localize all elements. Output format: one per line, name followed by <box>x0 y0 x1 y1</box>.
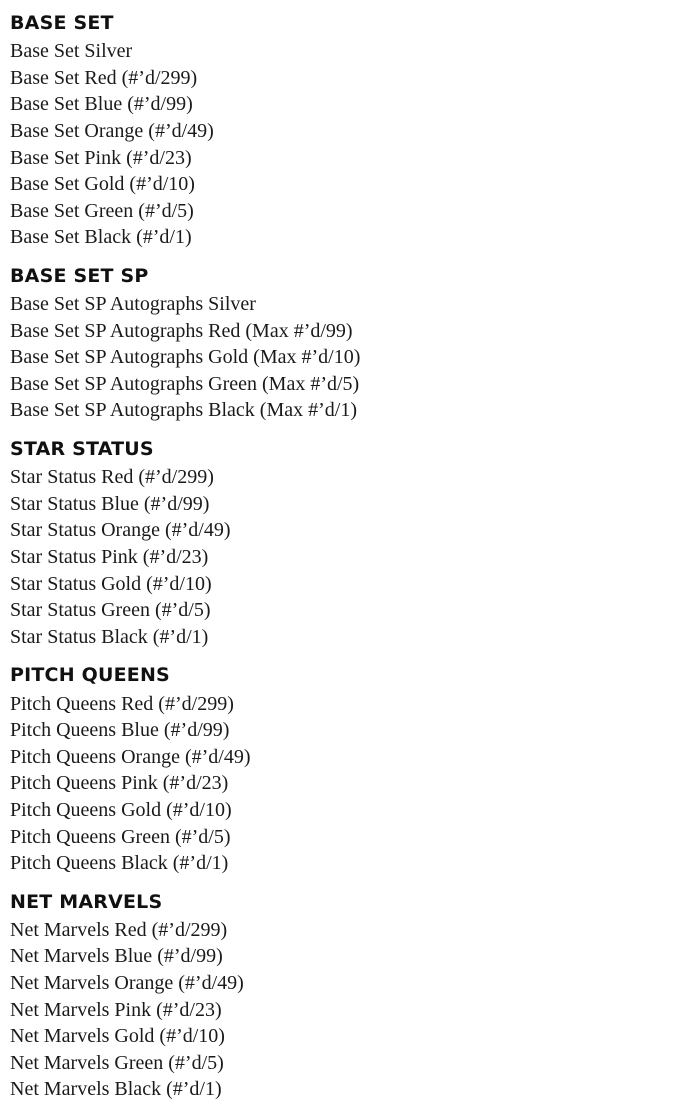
list-item: Star Status Red (#’d/299) <box>10 466 214 489</box>
checklist-section <box>10 891 686 1103</box>
list-item: Net Marvels Orange (#’d/49) <box>10 972 244 995</box>
list-item: Base Set Blue (#’d/99) <box>10 93 193 116</box>
list-item: Base Set Pink (#’d/23) <box>10 146 192 169</box>
section-heading: PITCH QUEENS <box>10 664 170 687</box>
list-item: Pitch Queens Orange (#’d/49) <box>10 745 251 768</box>
list-item: Base Set SP Autographs Green (Max #’d/5) <box>10 372 360 395</box>
list-item: Net Marvels Green (#’d/5) <box>10 1051 224 1074</box>
list-item: Base Set Green (#’d/5) <box>10 199 194 222</box>
list-item: Net Marvels Gold (#’d/10) <box>10 1025 225 1048</box>
section-heading: BASE SET SP <box>10 264 149 287</box>
list-item: Pitch Queens Blue (#’d/99) <box>10 719 230 742</box>
list-item: Star Status Black (#’d/1) <box>10 625 209 648</box>
section-list <box>10 12 686 1103</box>
checklist-items <box>10 38 686 251</box>
checklist-section <box>10 12 686 251</box>
list-item: Star Status Blue (#’d/99) <box>10 492 210 515</box>
list-item: Star Status Green (#’d/5) <box>10 599 211 622</box>
checklist-items <box>10 917 686 1103</box>
list-item: Pitch Queens Pink (#’d/23) <box>10 772 229 795</box>
list-item: Base Set Gold (#’d/10) <box>10 173 195 196</box>
list-item: Pitch Queens Black (#’d/1) <box>10 852 229 875</box>
list-item: Pitch Queens Gold (#’d/10) <box>10 798 232 821</box>
list-item: Star Status Gold (#’d/10) <box>10 572 212 595</box>
list-item: Base Set SP Autographs Gold (Max #’d/10) <box>10 346 361 369</box>
list-item: Base Set Black (#’d/1) <box>10 226 192 249</box>
list-item: Pitch Queens Green (#’d/5) <box>10 825 231 848</box>
checklist-items <box>10 291 686 424</box>
section-heading: BASE SET <box>10 12 114 34</box>
list-item: Base Set Silver <box>10 40 133 63</box>
checklist-section <box>10 438 686 650</box>
list-item: Star Status Pink (#’d/23) <box>10 546 209 569</box>
list-item: Base Set Orange (#’d/49) <box>10 119 214 142</box>
checklist-items <box>10 464 686 650</box>
list-item: Net Marvels Blue (#’d/99) <box>10 945 223 968</box>
list-item: Net Marvels Pink (#’d/23) <box>10 998 222 1021</box>
list-item: Net Marvels Red (#’d/299) <box>10 918 228 941</box>
checklist-items <box>10 691 686 877</box>
list-item: Base Set SP Autographs Silver <box>10 293 256 316</box>
section-heading: NET MARVELS <box>10 890 163 913</box>
list-item: Base Set SP Autographs Red (Max #’d/99) <box>10 319 353 342</box>
list-item: Base Set SP Autographs Black (Max #’d/1) <box>10 399 358 422</box>
list-item: Pitch Queens Red (#’d/299) <box>10 692 234 715</box>
list-item: Base Set Red (#’d/299) <box>10 66 198 89</box>
list-item: Star Status Orange (#’d/49) <box>10 519 231 542</box>
section-heading: STAR STATUS <box>10 438 154 461</box>
checklist-section <box>10 664 686 876</box>
checklist-section <box>10 265 686 424</box>
list-item: Net Marvels Black (#’d/1) <box>10 1078 222 1101</box>
